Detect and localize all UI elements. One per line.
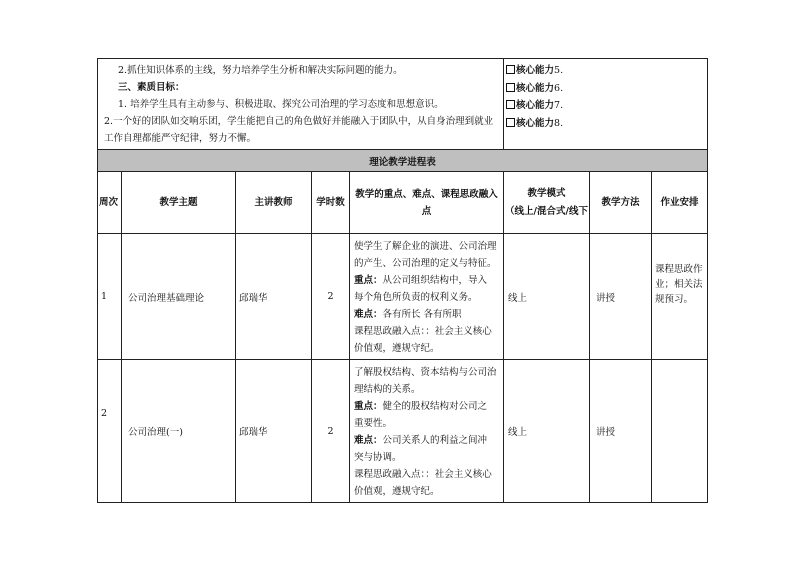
focus-line: 价值观，遵规守纪。: [354, 486, 440, 497]
mode-cell: 线上: [504, 234, 590, 360]
focus-line: 每个角色所负责的权利义务。: [354, 292, 478, 303]
objective-line-2: 1. 培养学生具有主动参与、积极进取、探究公司治理的学习态度和思想意识。: [118, 99, 444, 110]
week-cell: 2: [98, 360, 122, 503]
focus-line: 突与协调。: [354, 452, 402, 463]
header-mode-line2: （线上/混合式/线下: [505, 205, 588, 217]
focus-line: 难点：各有所长 各有所职: [354, 309, 462, 320]
header-week: 周次: [98, 172, 122, 234]
focus-line: 理结构的关系。: [354, 384, 421, 395]
checkbox-icon: [506, 100, 515, 109]
objective-line-1: 2.抓住知识体系的主线，努力培养学生分析和解决实际问题的能力。: [118, 65, 403, 76]
focus-line: 重要性。: [354, 418, 393, 429]
header-hours: 学时数: [312, 172, 350, 234]
table-row: [98, 234, 708, 360]
syllabus-table: [97, 58, 708, 503]
method-cell: 讲授: [590, 360, 652, 503]
header-focus: 教学的重点、难点、课程思政融入点: [350, 172, 504, 234]
header-teacher: 主讲教师: [236, 172, 312, 234]
header-mode-line1: 教学模式: [527, 187, 566, 199]
header-method: 教学方法: [590, 172, 652, 234]
focus-cell: [350, 234, 504, 360]
topic-cell: 公司治理(一): [122, 360, 236, 503]
hours-cell: 2: [312, 360, 350, 503]
week-cell: 1: [98, 234, 122, 360]
table-row: [98, 360, 708, 503]
focus-line: 课程思政融入点：：社会主义核心: [354, 326, 492, 337]
hours-cell: 2: [312, 234, 350, 360]
method-cell: 讲授: [590, 234, 652, 360]
header-topic: 教学主题: [122, 172, 236, 234]
table-title: 理论教学进程表: [98, 150, 708, 172]
focus-line: 价值观，遵规守纪。: [354, 343, 440, 354]
focus-line: 难点：公司关系人的利益之间冲: [354, 435, 488, 446]
capability-item: 核心能力5.: [506, 62, 703, 80]
focus-line: 了解股权结构、资本结构与公司治: [354, 367, 497, 378]
topic-cell: 公司治理基础理论: [122, 234, 236, 360]
quality-objectives-heading: 三、素质目标：: [118, 82, 185, 93]
capabilities-cell: [504, 59, 708, 150]
capability-item: 核心能力6.: [506, 80, 703, 98]
capability-item: 核心能力8.: [506, 115, 703, 133]
focus-line: 课程思政融入点：：社会主义核心: [354, 469, 492, 480]
mode-cell: 线上: [504, 360, 590, 503]
homework-cell: [652, 360, 708, 503]
objectives-cell: [98, 59, 504, 150]
checkbox-icon: [506, 83, 515, 92]
header-mode: [504, 172, 590, 234]
focus-line: 的产生、公司治理的定义与特征。: [354, 258, 497, 269]
header-homework: 作业安排: [652, 172, 708, 234]
objective-line-3: 2.一个好的团队如交响乐团，学生能把自己的角色做好并能融入于团队中，从自身治理到就业工作自理都能严守纪律，努力不懈。: [104, 116, 494, 144]
focus-line: 使学生了解企业的演进、公司治理: [354, 241, 497, 252]
capability-item: 核心能力7.: [506, 97, 703, 115]
homework-cell: 课程思政作业；相关法规预习。: [652, 234, 708, 360]
teacher-cell: 邱瑞华: [236, 360, 312, 503]
checkbox-icon: [506, 118, 515, 127]
focus-line: 重点：从公司组织结构中，导入: [354, 275, 488, 286]
focus-line: 重点：健全的股权结构对公司之: [354, 401, 488, 412]
focus-cell: [350, 360, 504, 503]
teacher-cell: 邱瑞华: [236, 234, 312, 360]
checkbox-icon: [506, 65, 515, 74]
